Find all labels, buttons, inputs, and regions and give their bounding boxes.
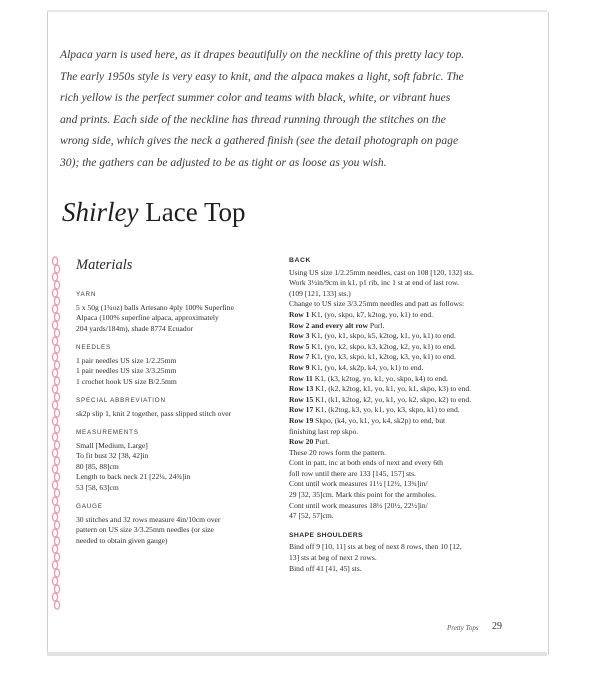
materials-line: needed to obtain given gauge) — [76, 535, 168, 545]
title-rest: Lace Top — [138, 197, 246, 227]
row-text: K1, (k2, k2tog, k1, yo, k1, yo, k1, skpo, k3) to end. — [313, 384, 472, 394]
chain-link-icon — [54, 377, 59, 385]
materials-line: 1 pair needles US size 1/2.25mm — [76, 355, 177, 365]
instruction-line — [289, 501, 529, 512]
instruction-line — [289, 321, 529, 332]
row-text: K1, (k3, k2tog, yo, k1, yo, skpo, k4) to end. — [312, 373, 448, 383]
row-text: K1, (yo, k2, skpo, k3, k2tog, k2, yo, k1) to end. — [309, 341, 456, 351]
chain-link-icon — [52, 337, 57, 345]
back-heading: BACK — [289, 257, 312, 264]
chain-link-icon — [54, 409, 59, 417]
row-label: Row 11 — [289, 373, 313, 383]
chain-link-icon — [54, 457, 59, 465]
row-label: Row 9 — [289, 362, 310, 372]
chain-link-icon — [52, 433, 57, 441]
footer-section-title: Pretty Tops — [447, 624, 479, 632]
shoulder-line: 13] sts at beg of next 2 rows. — [289, 553, 377, 563]
instruction-line — [289, 310, 529, 321]
materials-column — [76, 256, 261, 555]
intro-paragraph — [60, 44, 520, 174]
chain-link-icon — [54, 393, 59, 401]
materials-line: pattern on US size 3/3.25mm needles (or size — [76, 525, 214, 534]
row-label: Row 5 — [289, 341, 310, 351]
intro-line: Alpaca yarn is used here, as it drapes beautifully on the neckline of this pretty lacy top. — [60, 48, 465, 61]
materials-line: 53 [58, 63]cm — [76, 482, 119, 492]
materials-line: Alpaca (100% superfine alpaca, approximately — [76, 313, 219, 322]
chain-link-icon — [54, 345, 59, 353]
row-text: K1, (k2tog, k3, yo, k1, yo, k3, skpo, k1) to end. — [313, 405, 460, 415]
row-text: Skpo, (k4, yo, k1, yo, k4, sk2p) to end, but — [313, 415, 446, 425]
materials-line: To fit bust 32 [38, 42]in — [76, 451, 149, 460]
instruction-line — [289, 427, 529, 438]
chain-link-icon — [54, 425, 59, 433]
instruction-line — [289, 299, 529, 310]
instruction-line — [289, 479, 529, 490]
materials-line: Small [Medium, Large] — [76, 440, 148, 450]
row-text: Cont until work measures 18½ [20½, 22½]in/ — [289, 500, 428, 510]
chain-link-icon — [52, 385, 57, 393]
instruction-line — [289, 448, 529, 459]
row-label: Row 13 — [289, 384, 314, 394]
instruction-line — [289, 511, 529, 522]
instruction-line — [289, 278, 529, 289]
materials-line: 5 x 50g (1¾oz) balls Artesano 4ply 100% Superfine — [76, 302, 234, 312]
page-bottom-shadow — [47, 652, 547, 656]
chain-link-icon — [52, 417, 57, 425]
chain-link-icon — [52, 449, 57, 457]
chain-link-icon — [54, 537, 59, 545]
row-text: K1, (k1, k2tog, k2, yo, k1, yo, k2, skpo, k2) to end. — [313, 394, 472, 404]
chain-link-icon — [52, 353, 57, 361]
materials-line: sk2p slip 1, knit 2 together, pass slipped stitch over — [76, 408, 232, 418]
instruction-line — [289, 458, 529, 469]
materials-line: 80 [85, 88]cm — [76, 461, 119, 471]
row-label: Row 15 — [289, 394, 314, 404]
materials-line: 30 stitches and 32 rows measure 4in/10cm over — [76, 514, 221, 524]
materials-section-heading: GAUGE — [76, 503, 103, 510]
row-text: Cont until work measures 11½ [12½, 13¾]in/ — [289, 479, 428, 489]
row-text: Cont in patt, inc at both ends of next and every 6th — [289, 458, 443, 468]
chain-link-icon — [52, 257, 57, 265]
chain-link-icon — [54, 473, 59, 481]
shoulder-line: Bind off 41 [41, 45] sts. — [289, 563, 362, 573]
instruction-line — [289, 395, 529, 406]
chain-link-icon — [54, 505, 59, 513]
row-text: Change to US size 3/3.25mm needles and patt as follows: — [289, 299, 465, 309]
chain-link-icon — [54, 601, 59, 609]
intro-line: and prints. Each side of the neckline has thread running through the stitches on the — [60, 112, 446, 126]
row-label: Row 3 — [289, 331, 310, 341]
materials-section-heading: NEEDLES — [76, 344, 111, 351]
row-text: Work 3½in/9cm in k1, p1 rib, inc 1 st at end of last row. — [289, 278, 459, 288]
chain-link-icon — [52, 577, 57, 585]
instruction-line — [289, 289, 529, 300]
row-text: K1, (yo, k3, skpo, k1, k2tog, k3, yo, k1) to end. — [309, 352, 456, 362]
instruction-line — [289, 268, 529, 279]
chain-link-icon — [52, 305, 57, 313]
row-text: Purl. — [367, 320, 385, 330]
materials-heading: Materials — [76, 257, 133, 273]
materials-section — [76, 396, 261, 419]
instruction-line — [289, 363, 529, 374]
chain-link-icon — [52, 593, 57, 601]
chain-link-icon — [52, 529, 57, 537]
chain-link-icon — [54, 297, 59, 305]
shape-shoulders-instructions — [289, 542, 529, 574]
instruction-line — [289, 374, 529, 385]
materials-sections — [76, 290, 261, 546]
intro-line: The early 1950s style is very easy to knit, and the alpaca makes a light, soft fabric. The — [60, 69, 464, 83]
chain-link-icon — [52, 481, 57, 489]
materials-line: Length to back neck 21 [22¼, 24¾]in — [76, 472, 191, 481]
row-label: Row 2 and every alt row — [289, 320, 368, 330]
title-italic: Shirley — [62, 197, 139, 227]
materials-line: 1 pair needles US size 3/3.25mm — [76, 366, 177, 375]
chain-link-icon — [54, 585, 59, 593]
row-text: 29 [32, 35]cm. Mark this point for the armholes. — [289, 490, 436, 500]
chain-link-icon — [54, 265, 59, 273]
instruction-line — [289, 384, 529, 395]
chain-link-icon — [54, 441, 59, 449]
intro-line: wrong side, which gives the neck a gathered finish (see the detail photograph on page — [60, 134, 459, 148]
instruction-line — [289, 416, 529, 427]
instruction-line — [289, 490, 529, 501]
row-label: Row 19 — [289, 415, 314, 425]
instruction-line — [289, 331, 529, 342]
row-text: K1, (yo, skpo, k7, k2tog, yo, k1) to end. — [309, 309, 434, 319]
chain-link-icon — [54, 521, 59, 529]
materials-section — [76, 502, 261, 546]
row-text: These 20 rows form the pattern. — [289, 447, 387, 457]
chain-link-icon — [54, 281, 59, 289]
row-text: Using US size 1/2.25mm needles, cast on 108 [120, 132] sts. — [289, 267, 474, 277]
intro-line: 30); the gathers can be adjusted to be as tight or as loose as you wish. — [60, 155, 387, 169]
chain-link-icon — [54, 489, 59, 497]
chain-link-icon — [52, 545, 57, 553]
materials-section-heading: MEASUREMENTS — [76, 429, 139, 436]
page-number: 29 — [492, 621, 502, 632]
back-instructions — [289, 268, 529, 522]
pattern-title — [62, 194, 246, 230]
shoulder-line: Bind off 9 [10, 11] sts at beg of next 8 rows, then 10 [12, — [289, 542, 462, 552]
instruction-line — [289, 437, 529, 448]
chain-link-icon — [52, 561, 57, 569]
instruction-line — [289, 342, 529, 353]
row-text: K1, (yo, k4, sk2p, k4, yo, k1) to end. — [309, 362, 424, 372]
row-text: Purl. — [313, 437, 330, 447]
materials-section — [76, 428, 261, 493]
chain-link-icon — [52, 273, 57, 281]
row-text: 47 [52, 57]cm. — [289, 511, 334, 521]
materials-section-heading: SPECIAL ABBREVIATION — [76, 397, 166, 404]
row-text: finishing last rep skpo. — [289, 426, 359, 436]
row-text: foll row until there are 133 [145, 157] sts. — [289, 468, 416, 478]
materials-section-heading: YARN — [76, 291, 97, 298]
chain-link-icon — [52, 321, 57, 329]
chain-link-icon — [52, 401, 57, 409]
row-label: Row 7 — [289, 352, 310, 362]
materials-section — [76, 343, 261, 387]
row-label: Row 17 — [289, 405, 314, 415]
intro-line: rich yellow is the perfect summer color and teams with black, white, or vibrant hues — [60, 91, 451, 105]
row-label: Row 1 — [289, 309, 310, 319]
instruction-line — [289, 469, 529, 480]
chain-link-icon — [52, 513, 57, 521]
instructions-column — [289, 256, 529, 574]
chain-link-icon — [54, 361, 59, 369]
chain-link-icon — [52, 289, 57, 297]
chain-link-icon — [54, 569, 59, 577]
row-text: K1, (yo, k1, skpo, k5, k2tog, k1, yo, k1) to end. — [309, 331, 456, 341]
chain-link-icon — [52, 465, 57, 473]
row-text: (109 [121, 133] sts.) — [289, 288, 351, 298]
chain-link-icon — [52, 369, 57, 377]
row-label: Row 20 — [289, 437, 314, 447]
decorative-chain-icon — [49, 255, 63, 610]
materials-line: 204 yards/184m), shade 8774 Ecuador — [76, 323, 194, 333]
chain-link-icon — [52, 497, 57, 505]
materials-section — [76, 290, 261, 334]
instruction-line — [289, 405, 529, 416]
chain-link-icon — [54, 553, 59, 561]
materials-line: 1 crochet hook US size B/2.5mm — [76, 376, 177, 386]
chain-link-icon — [54, 329, 59, 337]
chain-link-icon — [54, 313, 59, 321]
shape-shoulders-heading: SHAPE SHOULDERS — [289, 531, 363, 539]
instruction-line — [289, 352, 529, 363]
